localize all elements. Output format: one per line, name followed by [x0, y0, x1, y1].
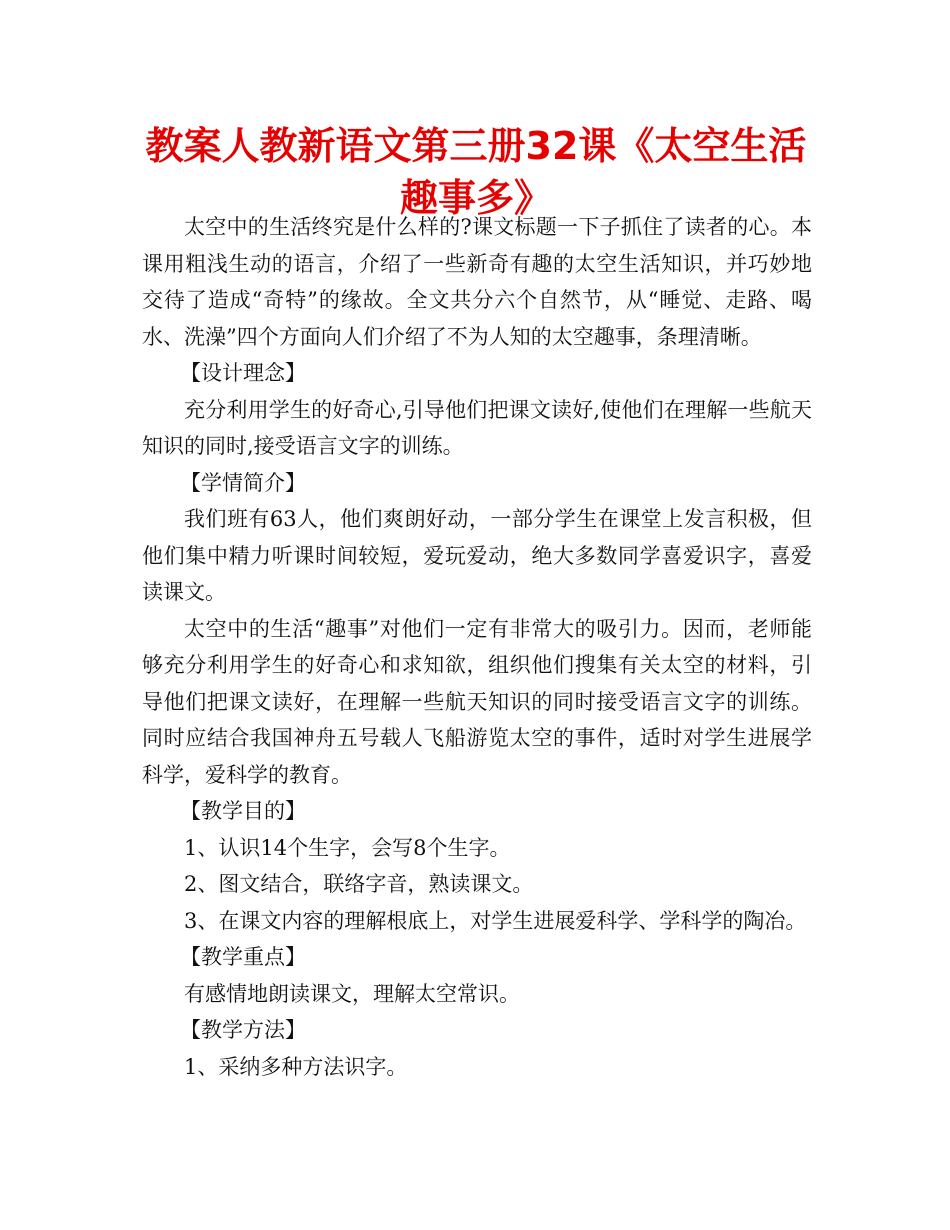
focus-heading: 【教学重点】 — [180, 945, 306, 969]
method-item: 1、采纳多种方法识字。 — [184, 1054, 408, 1079]
intro-paragraph: 太空中的生活终究是什么样的?课文标题一下子抓住了读者的心。本课用粗浅生动的语言，介绍了一些新奇有趣的太空生活知识，并巧妙地交待了造成“奇特”的缘故。全文共分六个自然节，从“睡觉、走路、喝水、洗澡”四个方面向人们介绍了不为人知的太空趣事，条理清晰。 — [142, 215, 812, 349]
goal-item: 3、在课文内容的理解根底上，对学生进展爱科学、学科学的陶冶。 — [184, 908, 807, 933]
focus-text: 有感情地朗读课文，理解太空常识。 — [184, 981, 520, 1006]
design-paragraph: 充分利用学生的好奇心,引导他们把课文读好,使他们在理解一些航天知识的同时,接受语言文字的训练。 — [142, 397, 812, 458]
goals-heading: 【教学目的】 — [180, 799, 306, 823]
students-paragraph-2: 太空中的生活“趣事”对他们一定有非常大的吸引力。因而，老师能够充分利用学生的好奇心和求知欲，组织他们搜集有关太空的材料，引导他们把课文读好，在理解一些航天知识的同时接受语言文字的训练。同时应结合我国神舟五号载人飞船游览太空的事件，适时对学生进展学科学，爱科学的教育。 — [142, 616, 812, 787]
methods-heading: 【教学方法】 — [180, 1018, 306, 1042]
design-heading: 【设计理念】 — [180, 361, 306, 385]
students-paragraph-1: 我们班有63人，他们爽朗好动，一部分学生在课堂上发言积极，但他们集中精力听课时间较短，爱玩爱动，绝大多数同学喜爱识字，喜爱读课文。 — [142, 507, 812, 604]
goal-item: 2、图文结合，联络字音，熟读课文。 — [184, 872, 534, 896]
document-body — [142, 209, 812, 1085]
document-title: 教案人教新语文第三册32课《太空生活趣事多》 — [145, 124, 807, 220]
students-heading: 【学情简介】 — [180, 470, 306, 495]
goal-item: 1、认识14个生字，会写8个生字。 — [184, 835, 511, 860]
